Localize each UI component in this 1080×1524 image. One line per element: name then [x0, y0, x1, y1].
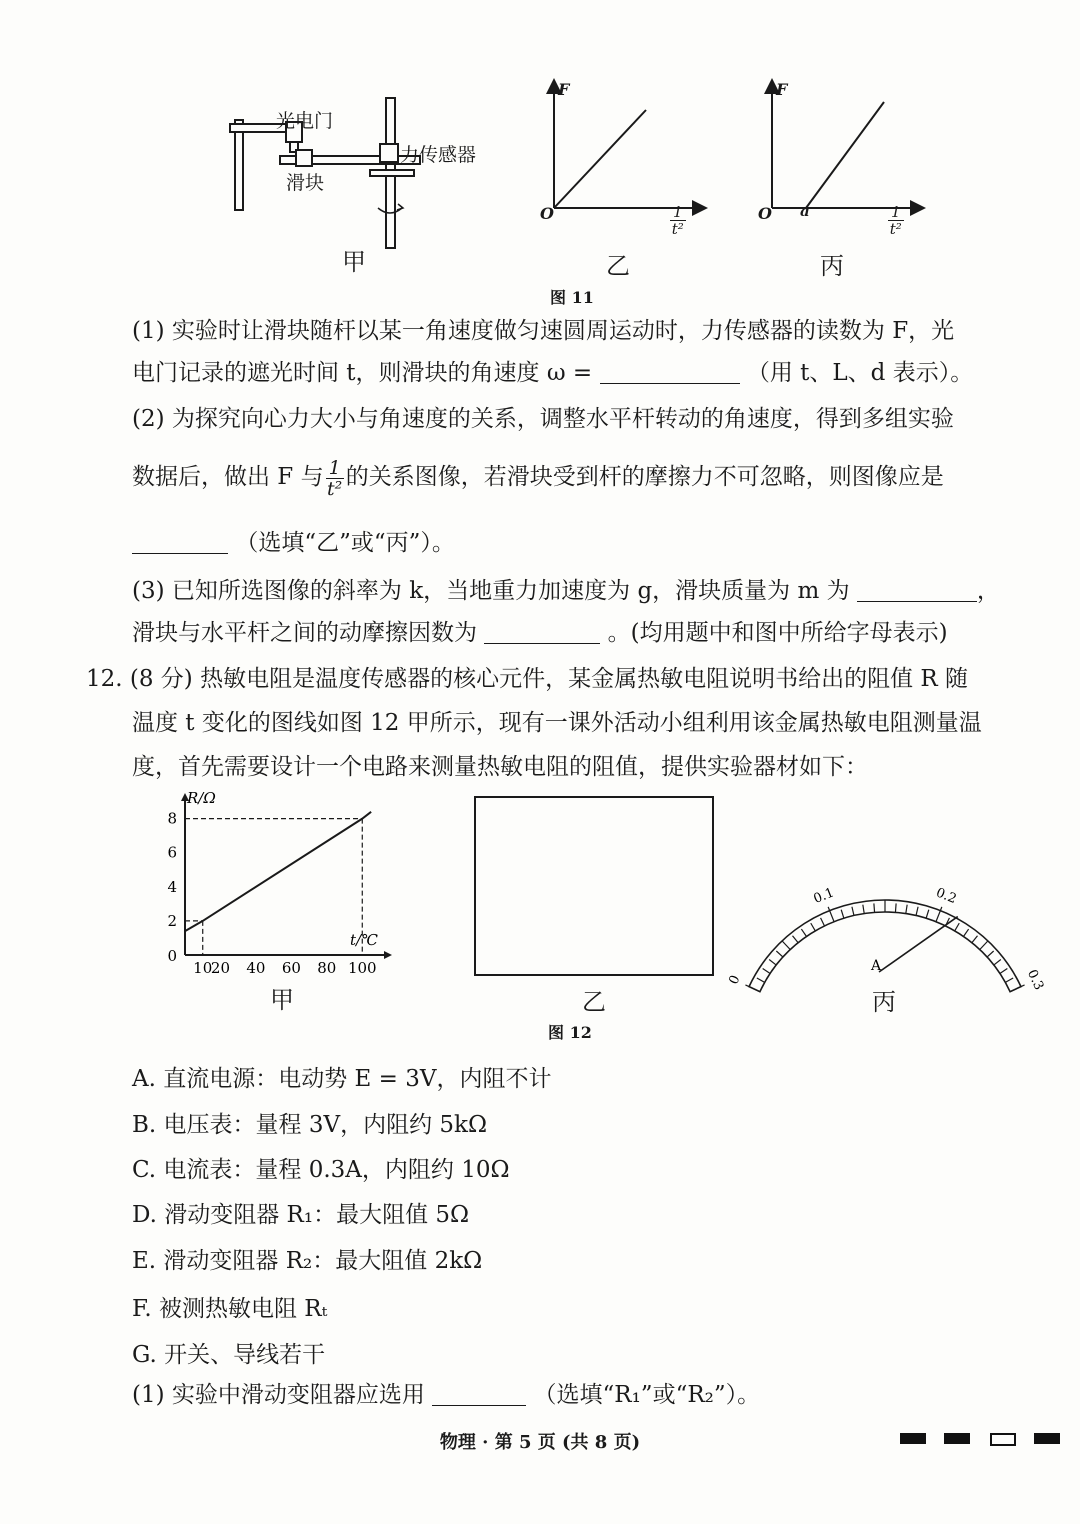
- dial-tick-4: [776, 951, 783, 957]
- dial-tick-18: [916, 907, 918, 916]
- q11-part1-line2: 电门记录的遮光时间 t，则滑块的角速度 ω = （用 t、L、d 表示）。: [132, 360, 974, 386]
- answer-blank-mu[interactable]: [484, 621, 600, 644]
- y-tick-label-6: 6: [167, 843, 177, 862]
- footer-marker-2: [944, 1433, 970, 1444]
- x-tick-label-80: 80: [317, 959, 337, 977]
- x-tick-label-40: 40: [246, 959, 266, 977]
- fig12-caption-jia: 甲: [270, 986, 294, 1014]
- option-a: A. 直流电源：电动势 E = 3V，内阻不计: [132, 1066, 552, 1092]
- frac-one-over-t2: $\frac{1}{\text{t²}}$: [327, 456, 343, 500]
- bing-axis-y: F: [776, 80, 788, 99]
- dial-tick-23: [963, 929, 968, 936]
- dial-label-0: 0: [726, 973, 744, 987]
- dial-tick-24: [972, 936, 978, 943]
- bing-intercept: a: [800, 202, 810, 220]
- yi-origin: O: [540, 204, 554, 223]
- dial-tick-28: [1000, 969, 1007, 974]
- x-tick-label-20: 20: [210, 959, 231, 977]
- dial-tick-26: [987, 951, 994, 957]
- dial-tick-0: [745, 985, 760, 992]
- answer-blank-rheostat[interactable]: [432, 1383, 526, 1406]
- footer-marker-3: [990, 1433, 1016, 1446]
- dial-tick-3: [769, 959, 776, 965]
- fig11-caption-bing: 丙: [820, 252, 844, 280]
- dial-tick-25: [980, 941, 988, 950]
- label-photogate: 光电门: [276, 110, 334, 132]
- origin-label: 0: [167, 947, 177, 965]
- label-force-sensor: 力传感器: [400, 144, 477, 166]
- dial-tick-5: [782, 941, 790, 950]
- dial-arc: [749, 900, 1021, 992]
- yi-axis-x: $\frac{1}{\text{t²}}$: [671, 203, 684, 238]
- footer-marker-4: [1034, 1433, 1060, 1444]
- q11-part3-line2: 滑块与水平杆之间的动摩擦因数为 。(均用题中和图中所给字母表示): [132, 620, 948, 646]
- dial-tick-7: [801, 929, 806, 936]
- fig12-title: 图 12: [548, 1023, 592, 1042]
- fig12-circuit-box: [474, 796, 714, 976]
- q11-part2-line3: （选填“乙”或“丙”）。: [132, 528, 455, 558]
- y-tick-label-8: 8: [167, 809, 177, 828]
- fig12-chart-jia: [150, 789, 400, 985]
- dial-tick-19: [926, 910, 929, 919]
- q12-line2: 温度 t 变化的图线如图 12 甲所示，现有一课外活动小组利用该金属热敏电阻测量温: [132, 710, 982, 736]
- answer-blank-omega[interactable]: [600, 361, 740, 384]
- dial-label-1: 0.1: [811, 885, 837, 907]
- fig11-caption-jia: 甲: [342, 248, 366, 276]
- option-b: B. 电压表：量程 3V，内阻约 5kΩ: [132, 1112, 488, 1138]
- yi-axis-y: F: [558, 80, 570, 99]
- dial-tick-22: [955, 923, 960, 931]
- option-d: D. 滑动变阻器 R₁：最大阻值 5Ω: [132, 1202, 470, 1228]
- dial-tick-30: [1010, 985, 1025, 992]
- y-tick-label-2: 2: [167, 911, 177, 930]
- dial-tick-2: [763, 969, 770, 974]
- y-tick-label-4: 4: [167, 877, 177, 896]
- option-g: G. 开关、导线若干: [132, 1342, 326, 1368]
- dial-tick-14: [874, 903, 875, 912]
- meter-label-a: A: [871, 958, 882, 974]
- page-footer: 物理 · 第 5 页 (共 8 页): [439, 1432, 641, 1453]
- q12-line3: 度，首先需要设计一个电路来测量热敏电阻的阻值，提供实验器材如下：: [132, 754, 868, 780]
- dial-label-3: 0.3: [1023, 967, 1047, 993]
- dial-tick-29: [1005, 978, 1013, 982]
- dial-tick-11: [841, 910, 844, 919]
- fig12-caption-bing: 丙: [872, 988, 896, 1016]
- bing-origin: O: [758, 204, 772, 223]
- dial-tick-17: [906, 905, 907, 914]
- label-slider: 滑块: [286, 172, 325, 194]
- dial-tick-1: [757, 978, 765, 982]
- fig11-caption-yi: 乙: [606, 252, 630, 280]
- x-tick-label-100: 100: [347, 959, 377, 977]
- q12-line1: 12. (8 分) 热敏电阻是温度传感器的核心元件，某金属热敏电阻说明书给出的阻值 R 随: [86, 666, 969, 692]
- dial-tick-13: [863, 905, 864, 914]
- dial-tick-8: [811, 923, 816, 931]
- fig12-ammeter: [726, 880, 1047, 993]
- fig11-title: 图 11: [550, 288, 594, 307]
- q11-part1-line1: (1) 实验时让滑块随杆以某一角速度做匀速圆周运动时，力传感器的读数为 F，光: [132, 318, 955, 344]
- x-axis-arrow: [384, 951, 392, 959]
- option-c: C. 电流表：量程 0.3A，内阻约 10Ω: [132, 1157, 510, 1183]
- y-axis-label: R/Ω: [187, 789, 216, 807]
- fig11-apparatus: [220, 90, 500, 250]
- q12-part1: (1) 实验中滑动变阻器应选用 （选填“R₁”或“R₂”）。: [132, 1382, 761, 1408]
- x-tick-label-10: 10: [193, 959, 213, 977]
- option-e: E. 滑动变阻器 R₂：最大阻值 2kΩ: [132, 1248, 483, 1274]
- bing-axis-x: $\frac{1}{\text{t²}}$: [889, 203, 902, 238]
- dial-tick-9: [821, 918, 825, 926]
- q11-part3-line1: (3) 已知所选图像的斜率为 k，当地重力加速度为 g，滑块质量为 m 为 ，: [132, 578, 1000, 604]
- x-tick-label-60: 60: [281, 959, 301, 977]
- dial-label-2: 0.2: [933, 885, 959, 907]
- q11-part2-line1: (2) 为探究向心力大小与角速度的关系，调整水平杆转动的角速度，得到多组实验: [132, 406, 954, 432]
- x-axis-label: t/℃: [350, 931, 378, 949]
- fig12-caption-yi: 乙: [582, 988, 606, 1016]
- option-f: F. 被测热敏电阻 Rₜ: [132, 1296, 328, 1322]
- series-line: [185, 812, 371, 931]
- dial-tick-6: [792, 936, 798, 943]
- footer-marker-1: [900, 1433, 926, 1444]
- dial-needle: [879, 917, 958, 972]
- answer-blank-mass[interactable]: [857, 579, 977, 602]
- dial-tick-12: [852, 907, 854, 916]
- dial-tick-16: [895, 903, 896, 912]
- answer-blank-graph-choice[interactable]: [132, 531, 228, 554]
- dial-tick-27: [994, 959, 1001, 965]
- q11-part2-line2: 数据后，做出 F 与 $\frac{1}{\text{t²}}$ 的关系图像，若滑块受到杆的摩擦力不可忽略，则图像应是: [132, 456, 944, 500]
